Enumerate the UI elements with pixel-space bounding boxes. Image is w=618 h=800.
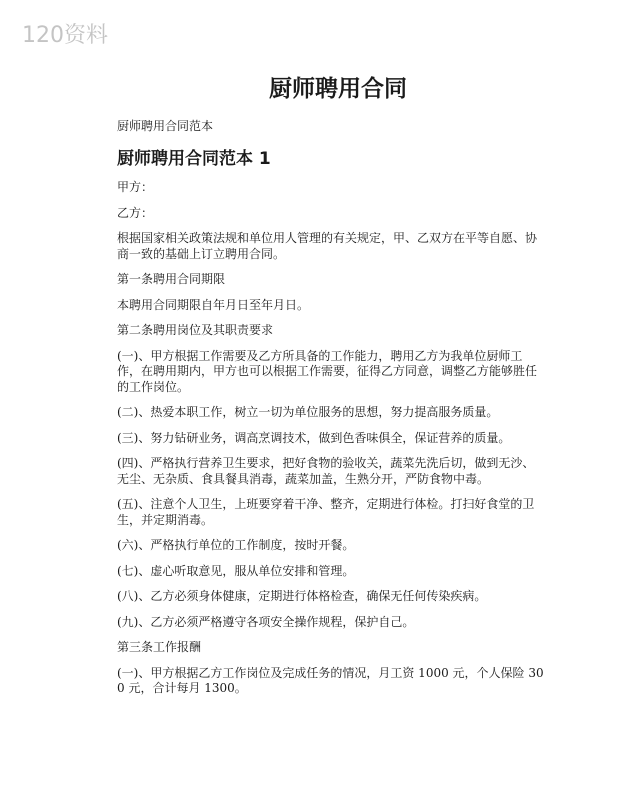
document-subtitle: 厨师聘用合同范本 <box>117 119 214 133</box>
party-b-line: 乙方： <box>117 205 154 220</box>
article-1-text: 本聘用合同期限自年月日至年月日。 <box>117 297 310 312</box>
article-2-heading: 第二条聘用岗位及其职责要求 <box>117 323 274 337</box>
article-2-item-7: (七)、虚心听取意见，服从单位安排和管理。 <box>117 563 355 578</box>
article-2-item-5: (五)、注意个人卫生，上班要穿着干净、整齐，定期进行体检。打扫好食堂的卫生，并定期消毒。 <box>117 497 535 527</box>
article-3-item-1: (一)、甲方根据乙方工作岗位及完成任务的情况，月工资 1000 元，个人保险 300 元，合计每月 1300。 <box>117 665 544 695</box>
document-body <box>117 74 545 697</box>
document-title: 厨师聘用合同 <box>269 76 407 102</box>
article-3-heading: 第三条工作报酬 <box>117 640 202 654</box>
article-2-item-4: (四)、严格执行营养卫生要求，把好食物的验收关，蔬菜先洗后切，做到无沙、无尘、无杂质、食具餐具消毒，蔬菜加盖，生熟分开，严防食物中毒。 <box>117 456 535 486</box>
party-a-line: 甲方： <box>117 180 154 194</box>
section-heading: 厨师聘用合同范本 1 <box>117 149 271 169</box>
watermark: 120资料 <box>22 23 108 48</box>
article-1-heading: 第一条聘用合同期限 <box>117 272 226 286</box>
article-2-item-9: (九)、乙方必须严格遵守各项安全操作规程，保护自己。 <box>117 614 415 629</box>
article-2-item-6: (六)、严格执行单位的工作制度，按时开餐。 <box>117 538 355 552</box>
article-2-item-2: (二)、热爱本职工作，树立一切为单位服务的思想，努力提高服务质量。 <box>117 405 499 419</box>
article-2-item-3: (三)、努力钻研业务，调高烹调技术，做到色香味俱全，保证营养的质量。 <box>117 430 511 445</box>
preamble-paragraph: 根据国家相关政策法规和单位用人管理的有关规定，甲、乙双方在平等自愿、协商一致的基础上订立聘用合同。 <box>117 231 538 261</box>
article-2-item-8: (八)、乙方必须身体健康，定期进行体格检查，确保无任何传染疾病。 <box>117 589 487 603</box>
article-2-item-1: (一)、甲方根据工作需要及乙方所具备的工作能力，聘用乙方为我单位厨师工作，在聘用期内，甲方也可以根据工作需要，征得乙方同意，调整乙方能够胜任的工作岗位。 <box>117 348 538 394</box>
